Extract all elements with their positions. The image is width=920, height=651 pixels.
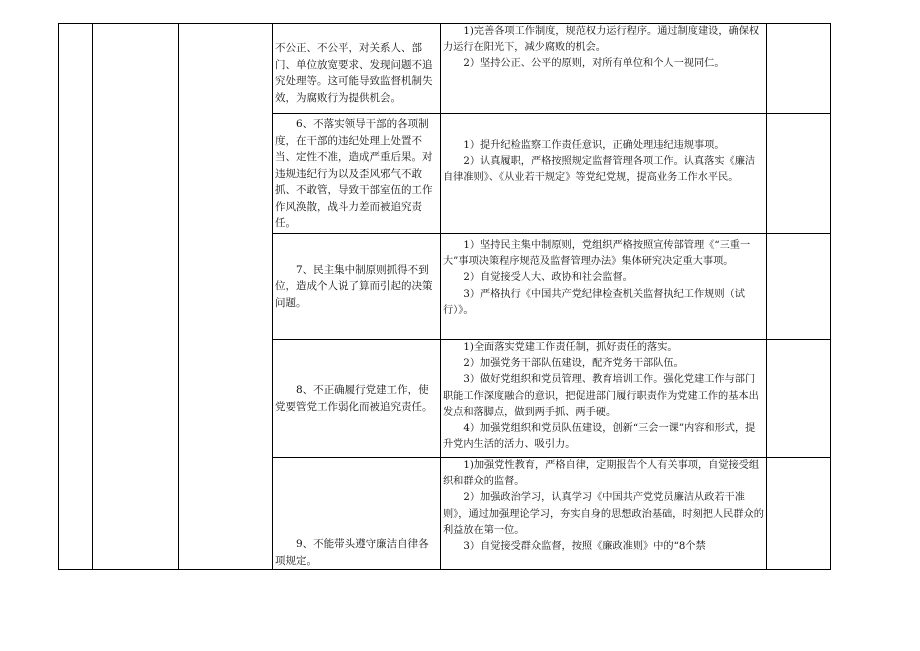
risk-point-cell [273, 114, 441, 234]
risk-point-text: 8、不正确履行党建工作，使党要管党工作弱化而被追究责任。 [275, 384, 433, 413]
risk-table-sheet [58, 23, 831, 570]
measure-item: 1)全面落实党建工作责任制，抓好责任的落实。 [463, 342, 678, 353]
risk-point-text: 7、民主集中制原则抓得不到位，造成个人说了算而引起的决策问题。 [275, 263, 433, 309]
measure-cell [441, 340, 767, 458]
measure-cell [441, 234, 767, 340]
measure-cell [441, 458, 767, 570]
table-row [59, 24, 831, 114]
remark-cell [767, 24, 831, 114]
measure-item: 2）坚持公正、公平的原则，对所有单位和个人一视同仁。 [463, 58, 725, 70]
risk-point-cell [273, 24, 441, 114]
risk-point-cell [273, 340, 441, 458]
risk-point-text: 9、不能带头遵守廉洁自律各项规定。 [275, 538, 429, 567]
risk-point-cell [273, 234, 441, 340]
measure-item: 3）做好党组织和党员管理、教育培训工作。强化党建工作与部门职能工作深度融合的意识，把促进部门履行职责作为党建工作的基本出发点和落脚点，做到两手抓、两手硬。 [443, 374, 759, 418]
risk-point-text: 不公正、不公平，对关系人、部门、单位放宽要求、发现问题不追究处理等。这可能导致监督机制失效，为腐败行为提供机会。 [275, 42, 433, 104]
measure-item: 2）加强政治学习，认真学习《中国共产党党员廉洁从政若干准则》，通过加强理论学习，夯实自身的思想政治基础，时刻把人民群众的利益放在第一位。 [443, 492, 764, 536]
measure-item: 1)加强党性教育，严格自律，定期报告个人有关事项，自觉接受组织和群众的监督。 [443, 460, 760, 488]
remark-cell [767, 458, 831, 570]
measure-item: 2）自觉接受人大、政协和社会监督。 [463, 272, 633, 284]
duty-cell [179, 24, 273, 570]
risk-point-text: 6、不落实领导干部的各项制度，在干部的违纪处理上处置不当、定性不准，造成严重后果。对违规违纪行为以及歪风邪气不敢抓、不敢管，导致干部室伍的工作作风涣散，战斗力差而被追究责任。 [275, 118, 433, 229]
remark-cell [767, 234, 831, 340]
measure-cell [441, 24, 767, 114]
measure-item: 3）严格执行《中国共产党纪律检查机关监督执纪工作规则（试行）》。 [443, 288, 745, 316]
measure-item: 3）自觉接受群众监督，按照《廉政准则》中的“8个禁 [463, 541, 706, 553]
measure-cell [441, 114, 767, 234]
post-cell [93, 24, 179, 570]
measure-item: 1)完善各项工作制度，规范权力运行程序。通过制度建设，确保权力运行在阳光下，减少腐败的机会。 [443, 26, 760, 54]
remark-cell [767, 114, 831, 234]
index-cell [59, 24, 93, 570]
risk-point-cell [273, 458, 441, 570]
measure-item: 4）加强党组织和党员队伍建设，创新“三会一课”内容和形式，提升党内生活的活力、吸引力。 [443, 423, 756, 451]
remark-cell [767, 340, 831, 458]
measure-item: 1）提升纪检监察工作责任意识，正确处理违纪违规事项。 [463, 140, 725, 151]
measure-item: 1）坚持民主集中制原则，党组织严格按照宣传部管理《“三重一大”事项决策程序规范及监督管理办法》集体研究决定重大事项。 [443, 240, 751, 268]
measure-item: 2）认真履职，严格按照规定监督管理各项工作。认真落实《廉洁自律准则》、《从业若干规定》等党纪党规，提高业务工作水平民。 [443, 156, 756, 184]
measure-item: 2）加强党务干部队伍建设，配齐党务干部队伍。 [463, 358, 684, 370]
risk-control-table [58, 23, 831, 570]
